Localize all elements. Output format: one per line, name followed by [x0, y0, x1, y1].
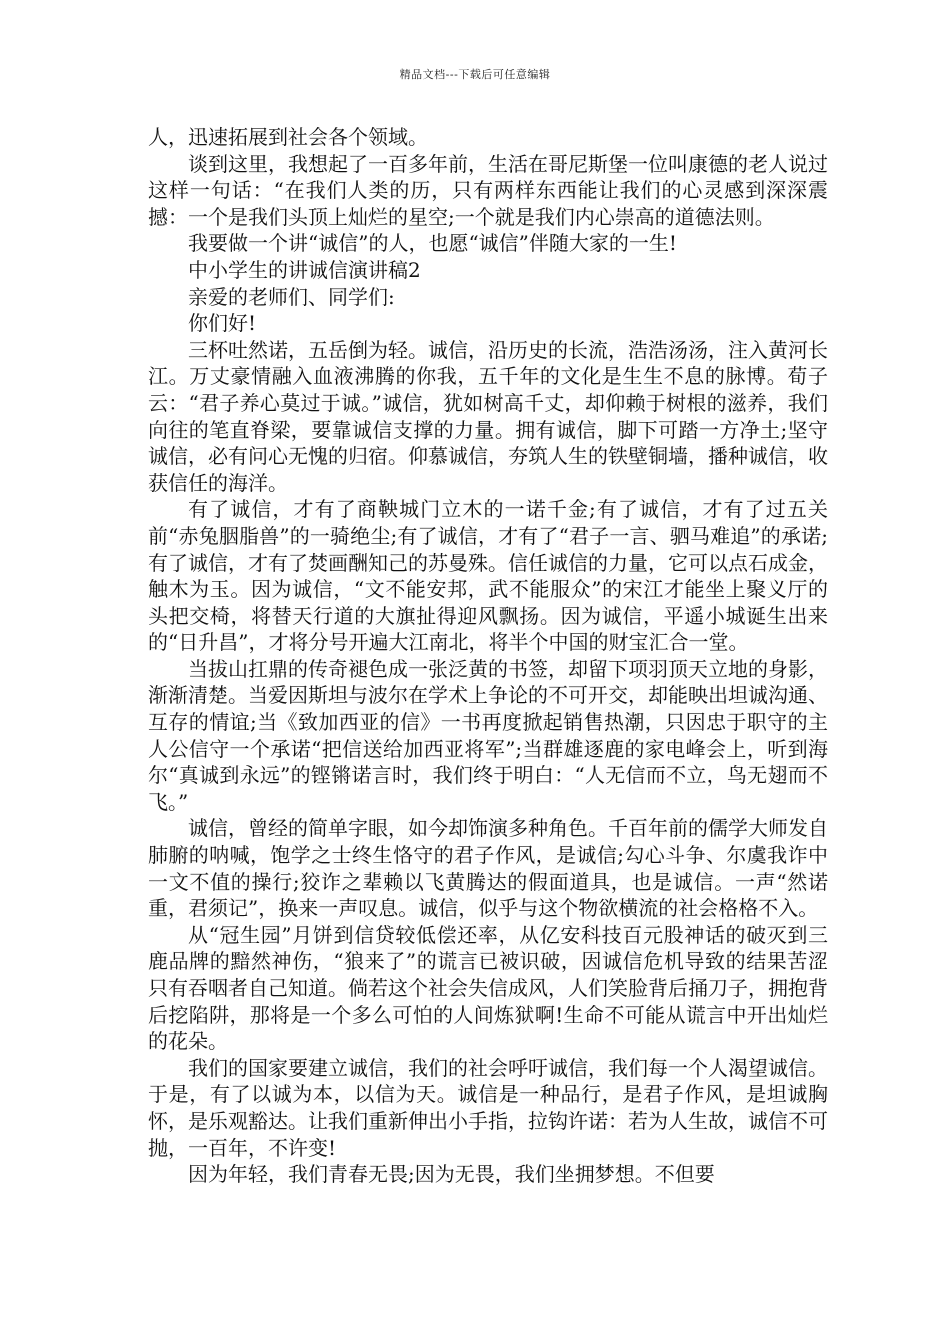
document-body: [148, 124, 828, 1188]
paragraph: 我们的国家要建立诚信，我们的社会呼吁诚信，我们每一个人渴望诚信。于是，有了以诚为本，以信为天。诚信是一种品行，是君子作风，是坦诚胸怀，是乐观豁达。让我们重新伸出小手指，拉钩许诺：若为人生故，诚信不可抛，一百年，不许变!: [148, 1055, 828, 1160]
paragraph: 三杯吐然诺，五岳倒为轻。诚信，沿历史的长流，浩浩汤汤，注入黄河长江。万丈豪情融入血液沸腾的你我，五千年的文化是生生不息的脉博。荀子云：“君子养心莫过于诚。”诚信，犹如树高千丈，却仰赖于树根的滋养，我们向往的笔直脊梁，要靠诚信支撑的力量。拥有诚信，脚下可踏一方净土;坚守诚信，必有问心无愧的归宿。仰慕诚信，夯筑人生的铁壁铜墙，播种诚信，收获信任的海洋。: [148, 337, 828, 495]
paragraph: 诚信，曾经的简单字眼，如今却饰演多种角色。千百年前的儒学大师发自肺腑的呐喊，饱学之士终生恪守的君子作风，是诚信;勾心斗争、尔虞我诈中一文不值的操行;狡诈之辈赖以飞黄腾达的假面道具，也是诚信。一声“然诺重，君须记”，换来一声叹息。诚信，似乎与这个物欲横流的社会格格不入。: [148, 816, 828, 921]
paragraph: 从“冠生园”月饼到信贷较低偿还率，从亿安科技百元股神话的破灭到三鹿品牌的黯然神伤，“狼来了”的谎言已被识破，因诚信危机导致的结果苦涩只有吞咽者自己知道。倘若这个社会失信成风，人们笑脸背后捅刀子，拥抱背后挖陷阱，那将是一个多么可怕的人间炼狱啊!生命不可能从谎言中开出灿烂的花朵。: [148, 922, 828, 1054]
paragraph: 有了诚信，才有了商鞅城门立木的一诺千金;有了诚信，才有了过五关前“赤兔胭脂兽”的一骑绝尘;有了诚信，才有了“君子一言、驷马难追”的承诺;有了诚信，才有了焚画酬知己的苏曼殊。信任诚信的力量，它可以点石成金，触木为玉。因为诚信，“文不能安邦，武不能服众”的宋江才能坐上聚义厅的头把交椅，将替天行道的大旗扯得迎风飘扬。因为诚信，平遥小城诞生出来的“日升昌”，才将分号开遍大江南北，将半个中国的财宝汇合一堂。: [148, 497, 828, 655]
page-header: 精品文档---下载后可任意编辑: [399, 68, 551, 81]
paragraph: 因为年轻，我们青春无畏;因为无畏，我们坐拥梦想。不但要: [188, 1162, 715, 1187]
paragraph: 你们好!: [188, 311, 257, 336]
paragraph: 我要做一个讲“诚信”的人，也愿“诚信”伴随大家的一生!: [188, 231, 677, 256]
paragraph: 亲爱的老师们、同学们:: [188, 284, 395, 309]
paragraph: 人，迅速拓展到社会各个领域。: [148, 125, 428, 149]
paragraph: 谈到这里，我想起了一百多年前，生活在哥尼斯堡一位叫康德的老人说过这样一句话：“在我们人类的历，只有两样东西能让我们的心灵感到深深震撼：一个是我们头顶上灿烂的星空;一个就是我们内心崇高的道德法则。: [148, 151, 828, 229]
paragraph: 当拔山扛鼎的传奇褪色成一张泛黄的书签，却留下项羽顶天立地的身影，渐渐清楚。当爱因斯坦与波尔在学术上争论的不可开交，却能映出坦诚沟通、互存的情谊;当《致加西亚的信》一书再度掀起销售热潮，只因忠于职守的主人公信守一个承诺“把信送给加西亚将军”;当群雄逐鹿的家电峰会上，听到海尔“真诚到永远”的铿锵诺言时，我们终于明白：“人无信而不立，鸟无翅而不飞。”: [148, 656, 828, 814]
paragraph: 中小学生的讲诚信演讲稿2: [188, 257, 421, 282]
